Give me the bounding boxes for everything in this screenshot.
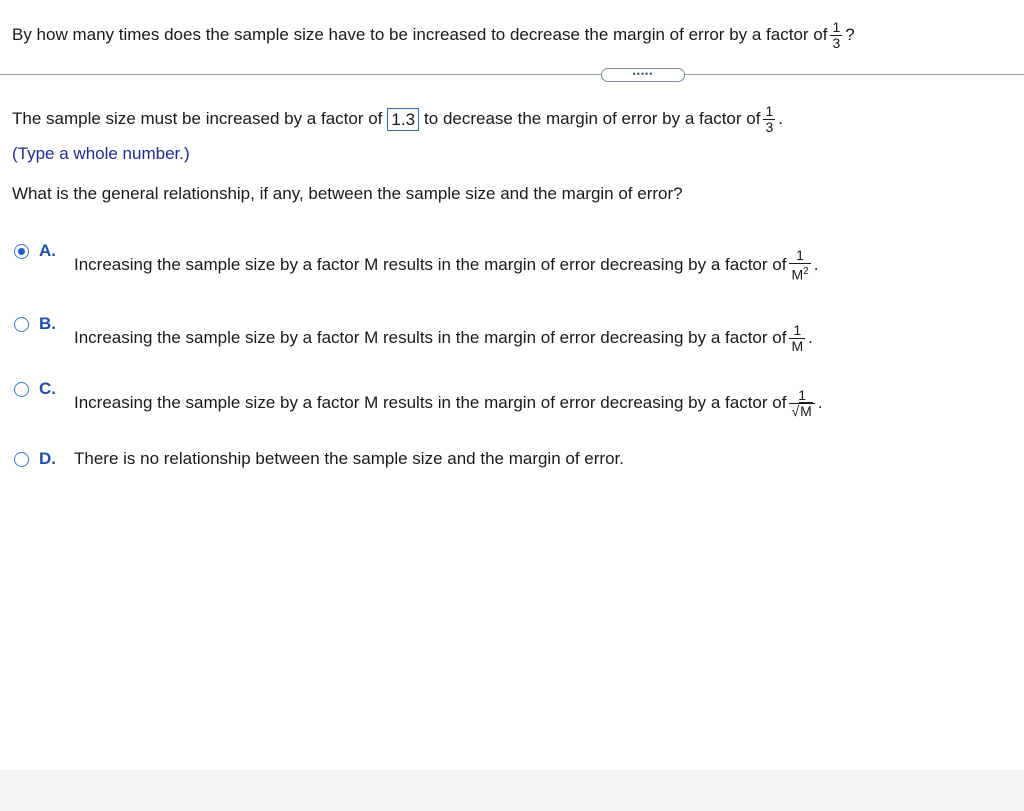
question-fraction (830, 20, 842, 51)
option-a-fraction (789, 248, 810, 283)
fraction-numerator: 1 (796, 246, 804, 263)
option-a-text (74, 243, 818, 287)
option-d-radio[interactable] (14, 452, 29, 467)
option-a-letter: A. (39, 241, 56, 260)
option-d-text: There is no relationship between the sample size and the margin of error. (74, 449, 624, 468)
expand-toggle-button[interactable]: ••••• (601, 68, 685, 82)
option-a-suffix: . (813, 255, 819, 274)
question-text (12, 10, 1012, 60)
option-c-fraction (789, 388, 814, 419)
followup-question: What is the general relationship, if any, between the sample size and the margin of error? (12, 184, 683, 203)
option-b-text (74, 316, 813, 360)
option-c-label: Increasing the sample size by a factor M results in the margin of error decreasing by a factor of (74, 393, 787, 412)
denominator-exponent: 2 (803, 265, 809, 277)
fraction-denominator: 3 (832, 34, 841, 51)
question-suffix: ? (845, 25, 855, 44)
fraction-numerator: 1 (793, 321, 802, 338)
fraction-numerator: 1 (798, 386, 807, 403)
answer-input[interactable]: 1.3 (387, 108, 419, 131)
input-hint: (Type a whole number.) (12, 144, 190, 163)
option-b-letter: B. (39, 314, 56, 333)
fraction-numerator: 1 (832, 18, 841, 35)
section-divider (0, 74, 1024, 75)
answer-prefix: The sample size must be increased by a factor of (12, 109, 383, 128)
option-b-suffix: . (808, 328, 813, 347)
option-c-suffix: . (817, 393, 823, 412)
answer-middle: to decrease the margin of error by a factor of (424, 109, 761, 128)
denominator-base: M (791, 266, 804, 283)
option-c-letter: C. (39, 379, 56, 398)
fraction-denominator: 3 (765, 118, 774, 135)
answer-statement (12, 96, 783, 142)
option-d-letter: D. (39, 449, 56, 468)
fraction-denominator: M (791, 337, 804, 354)
option-c-radio[interactable] (14, 382, 29, 397)
question-prompt: By how many times does the sample size have to be increased to decrease the margin of error by a factor of (12, 25, 828, 44)
option-b-fraction (789, 323, 805, 354)
denominator-radicand: M (800, 402, 812, 419)
bottom-toolbar (0, 770, 1024, 811)
option-b-label: Increasing the sample size by a factor M results in the margin of error decreasing by a factor of (74, 328, 787, 347)
answer-fraction (763, 104, 775, 135)
fraction-denominator (789, 403, 814, 419)
fraction-numerator: 1 (765, 102, 774, 119)
fraction-denominator (789, 263, 810, 283)
option-a-radio[interactable] (14, 244, 29, 259)
sqrt-symbol: √ (791, 402, 800, 419)
answer-suffix: . (778, 109, 783, 128)
option-a-label: Increasing the sample size by a factor M results in the margin of error decreasing by a factor of (74, 255, 787, 274)
option-b-radio[interactable] (14, 317, 29, 332)
option-c-text (74, 381, 823, 425)
